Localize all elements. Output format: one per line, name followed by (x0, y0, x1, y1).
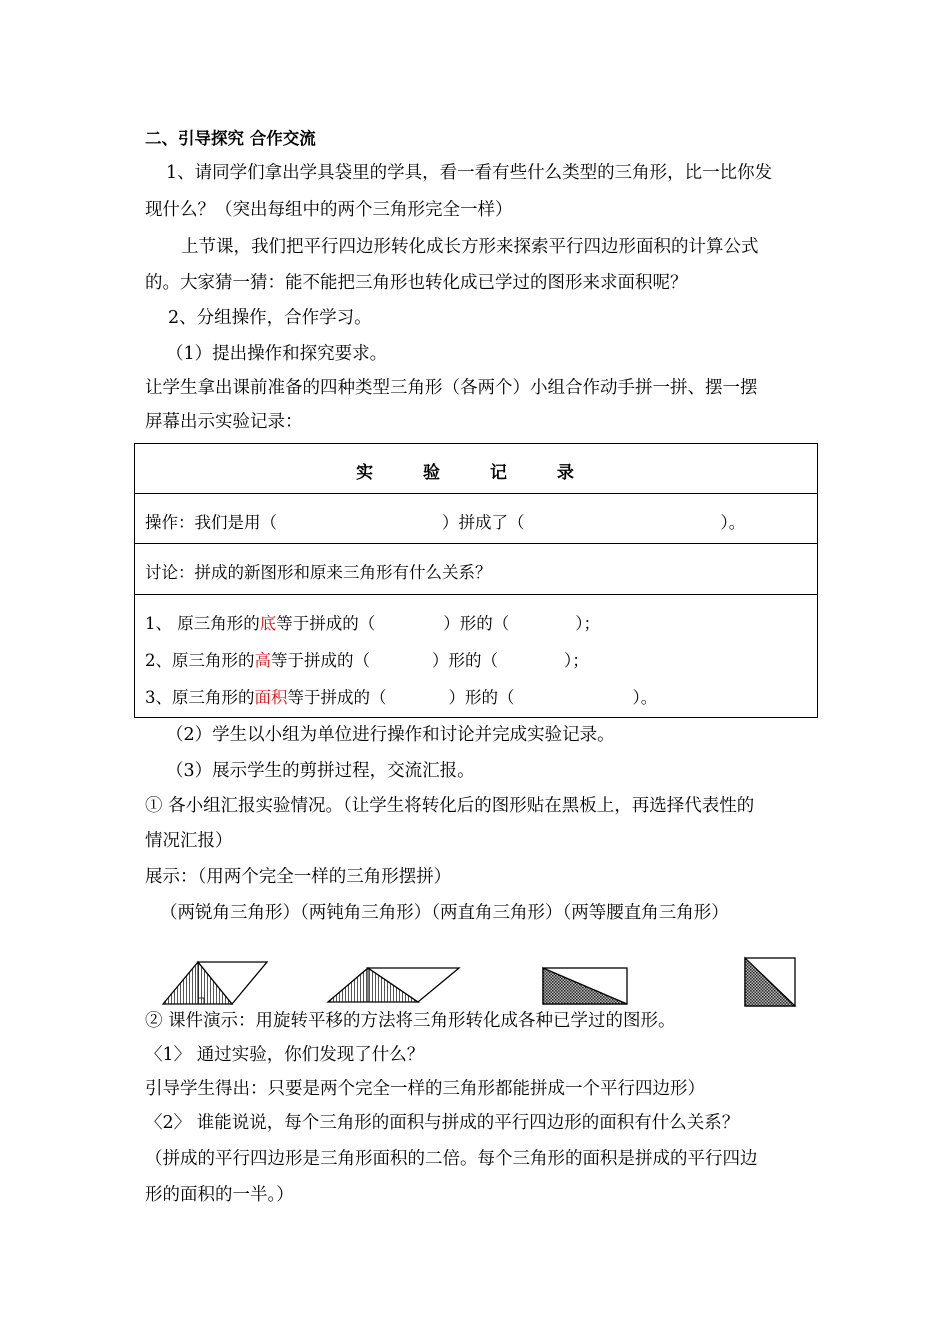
isosceles-right-triangles-figure (745, 958, 795, 1006)
paragraph-7: （3）展示学生的剪拼过程，交流汇报。 (166, 761, 475, 781)
paragraph-15-line-2: 形的面积的一半。） (145, 1185, 294, 1205)
operation-prefix: 操作：我们是用（ (145, 513, 277, 532)
relation-1-text-d: ）； (575, 614, 600, 633)
paragraph-2-line-1: 上节课，我们把平行四边形转化成长方形来探索平行四边形面积的计算公式 (181, 237, 759, 257)
isosceles-triangle-shaded (745, 958, 795, 1006)
table-title-row (135, 444, 817, 494)
relation-3-text-b: 等于拼成的（ (287, 688, 387, 707)
obtuse-triangles-figure (328, 968, 459, 1002)
table-title: 实 验 记 录 (356, 463, 596, 483)
paragraph-12: 〈1〉 通过实验，你们发现了什么？ (145, 1045, 425, 1065)
relation-1-text-a: 1、 原三角形的 (145, 614, 260, 633)
paragraph-2-line-2: 的。大家猜一猜：能不能把三角形也转化成已学过的图形来求面积呢？ (145, 273, 688, 293)
right-angle-mark (198, 998, 204, 1004)
paragraph-9: 展示：（用两个完全一样的三角形摆拼） (145, 867, 452, 887)
paragraph-15-line-1: （拼成的平行四边形是三角形面积的二倍。每个三角形的面积是拼成的平行四边 (145, 1149, 758, 1169)
relation-1-text-b: 等于拼成的（ (276, 614, 376, 633)
right-triangles-figure (543, 968, 627, 1004)
section-heading: 二、引导探究 合作交流 (145, 129, 316, 148)
acute-triangle-shaded (163, 962, 232, 1004)
table-discussion-row (135, 544, 817, 595)
paragraph-11: ② 课件演示：用旋转平移的方法将三角形转化成各种已学过的图形。 (145, 1011, 676, 1031)
right-triangle-shaded (543, 968, 627, 1004)
operation-suffix: ）。 (720, 513, 746, 532)
relation-2-keyword: 高 (254, 651, 271, 670)
rectangle-outline (543, 968, 627, 1004)
relation-1-keyword: 底 (259, 614, 277, 633)
relation-3-text-c: ）形的（ (448, 688, 515, 707)
paragraph-4: （1）提出操作和探究要求。 (166, 344, 388, 364)
relation-3-text-a: 3、原三角形的 (145, 688, 255, 707)
relation-3 (145, 684, 657, 708)
acute-triangle-plain (198, 962, 267, 1004)
experiment-record-table (134, 443, 818, 718)
discussion-text: 讨论：拼成的新图形和原来三角形有什么关系？ (145, 563, 492, 582)
acute-triangles-figure (163, 962, 267, 1004)
paragraph-5-line-1: 让学生拿出课前准备的四种类型三角形（各两个）小组合作动手拼一拼、摆一摆 (145, 378, 758, 398)
paragraph-8-line-2: 情况汇报） (145, 831, 233, 851)
relation-3-text-d: ）。 (632, 688, 658, 707)
relation-3-keyword: 面积 (254, 688, 288, 707)
paragraph-1-line-2: 现什么？（突出每组中的两个三角形完全一样） (145, 200, 513, 220)
relation-2-text-d: ）； (564, 651, 589, 670)
obtuse-triangle-plain (368, 968, 459, 1002)
table-operation-row (135, 494, 817, 544)
paragraph-5-line-2: 屏幕出示实验记录： (145, 412, 303, 432)
relation-2 (145, 647, 589, 671)
paragraph-14: 〈2〉 谁能说说，每个三角形的面积与拼成的平行四边形的面积有什么关系？ (145, 1113, 740, 1133)
operation-text (145, 509, 745, 533)
paragraph-13: 引导学生得出：只要是两个完全一样的三角形都能拼成一个平行四边形） (145, 1079, 705, 1099)
obtuse-triangle-shaded (328, 968, 418, 1002)
table-relations-row (135, 595, 817, 717)
relation-2-text-a: 2、原三角形的 (145, 651, 255, 670)
paragraph-1-line-1: 1、请同学们拿出学具袋里的学具，看一看有些什么类型的三角形，比一比你发 (166, 163, 773, 183)
operation-middle: ）拼成了（ (442, 513, 525, 532)
square-outline (745, 958, 795, 1006)
paragraph-3: 2、分组操作，合作学习。 (168, 308, 372, 328)
relation-2-text-c: ）形的（ (432, 651, 498, 670)
relation-2-text-b: 等于拼成的（ (271, 651, 370, 670)
relation-1 (145, 610, 600, 634)
paragraph-10: （两锐角三角形）（两钝角三角形）（两直角三角形）（两等腰直角三角形） (160, 903, 729, 923)
paragraph-6: （2）学生以小组为单位进行操作和讨论并完成实验记录。 (166, 725, 615, 745)
paragraph-8-line-1: ① 各小组汇报实验情况。（让学生将转化后的图形贴在黑板上，再选择代表性的 (145, 796, 755, 816)
relation-1-text-c: ）形的（ (443, 614, 510, 633)
